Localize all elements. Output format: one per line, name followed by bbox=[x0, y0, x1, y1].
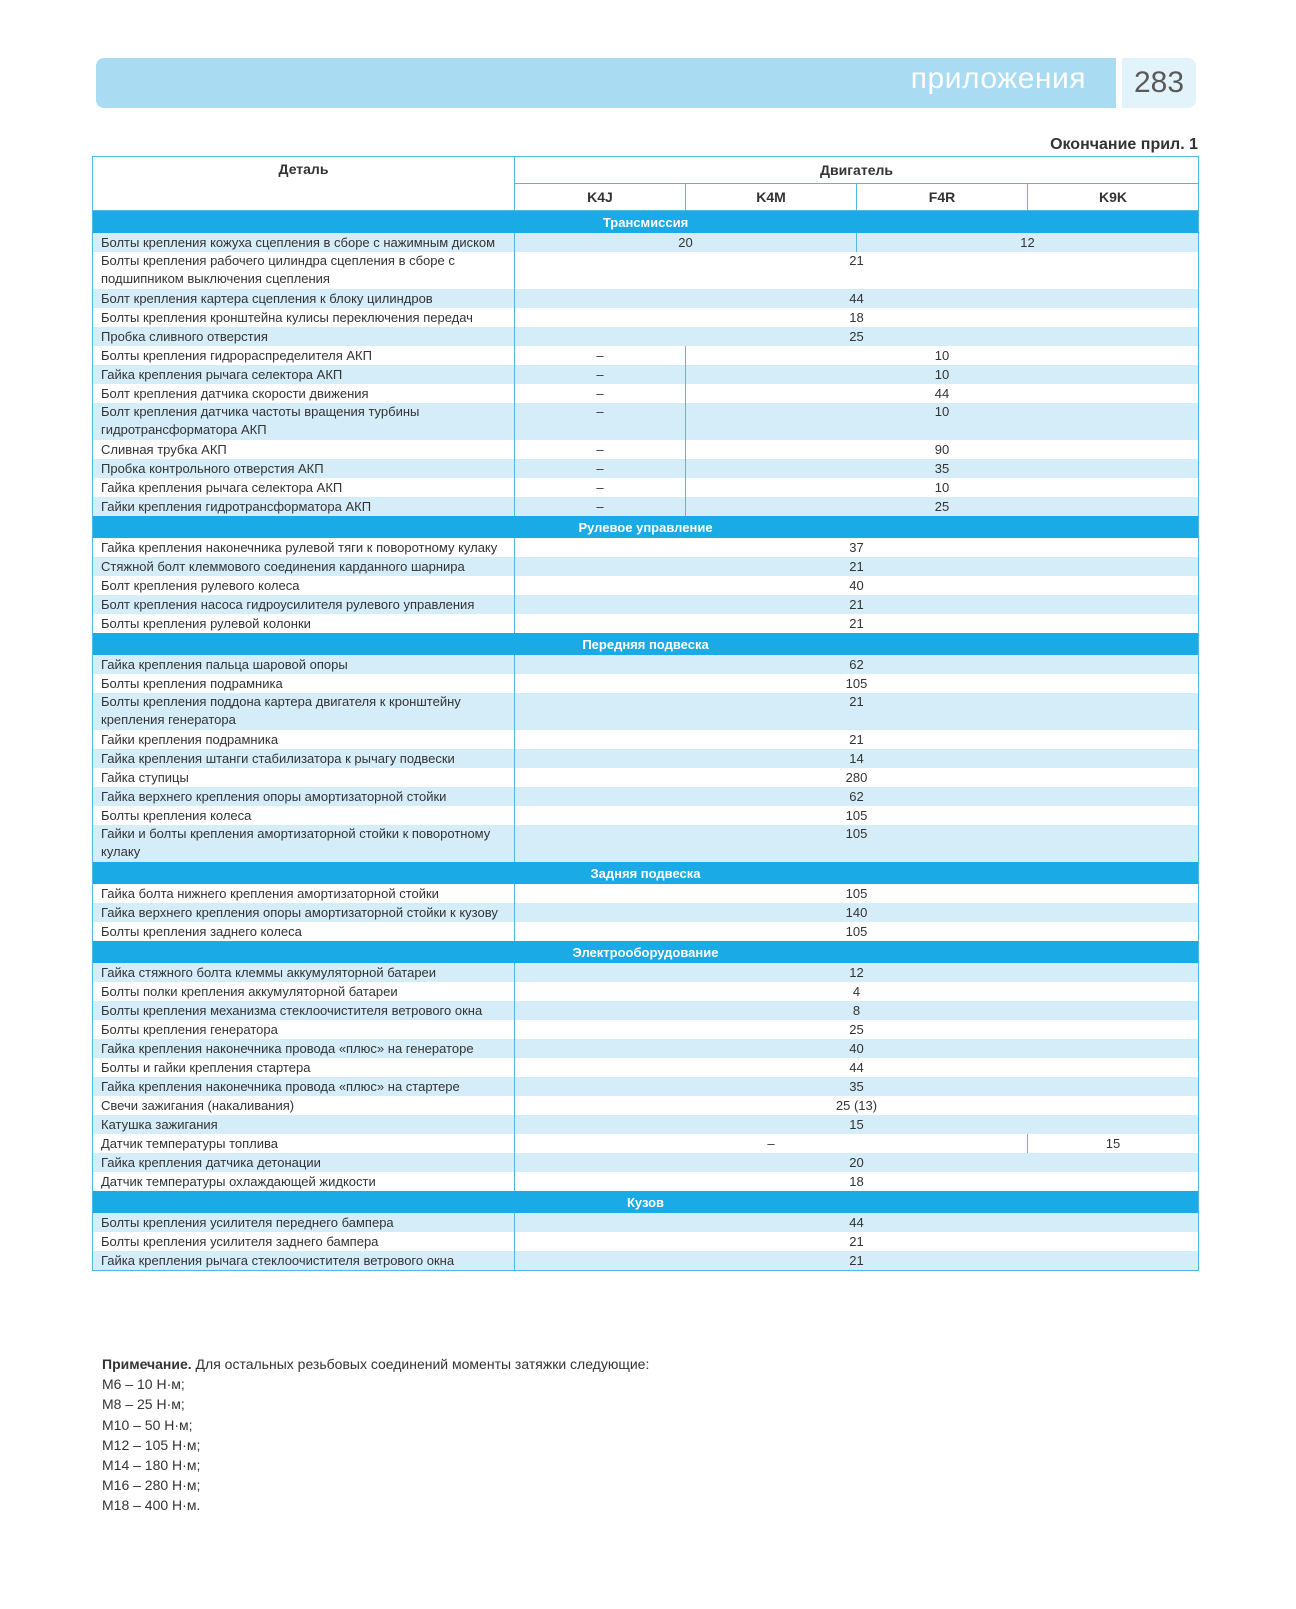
torque-value-cell: 105 bbox=[515, 674, 1199, 693]
torque-value-cell: 12 bbox=[857, 233, 1199, 252]
section-row bbox=[93, 211, 1199, 234]
torque-value-cell: – bbox=[515, 478, 686, 497]
column-header-engine-k9k: K9K bbox=[1028, 184, 1199, 211]
table-row bbox=[93, 252, 1199, 289]
part-name-cell: Гайка крепления штанги стабилизатора к рычагу подвески bbox=[93, 749, 515, 768]
table-row bbox=[93, 963, 1199, 982]
table-row bbox=[93, 674, 1199, 693]
table-row bbox=[93, 1172, 1199, 1191]
torque-value-cell: 25 (13) bbox=[515, 1096, 1199, 1115]
part-name-cell: Гайка крепления наконечника провода «плюс» на генераторе bbox=[93, 1039, 515, 1058]
table-row bbox=[93, 233, 1199, 252]
table-row bbox=[93, 289, 1199, 308]
section-title: Кузов bbox=[93, 1191, 1199, 1213]
table-row bbox=[93, 1001, 1199, 1020]
table-row bbox=[93, 884, 1199, 903]
table-body bbox=[93, 211, 1199, 1271]
torque-value-cell: 21 bbox=[515, 1251, 1199, 1271]
torque-value-cell: 62 bbox=[515, 787, 1199, 806]
note bbox=[102, 1354, 1102, 1516]
torque-value-cell: – bbox=[515, 346, 686, 365]
table-row bbox=[93, 1134, 1199, 1153]
torque-value-cell: – bbox=[515, 365, 686, 384]
table-row bbox=[93, 982, 1199, 1001]
table-row bbox=[93, 557, 1199, 576]
part-name-cell: Болты крепления рабочего цилиндра сцепления в сборе с подшипником выключения сцепления bbox=[93, 252, 515, 289]
torque-value-cell: – bbox=[515, 403, 686, 440]
table-row bbox=[93, 655, 1199, 674]
torque-value-cell: 25 bbox=[515, 1020, 1199, 1039]
torque-value-cell: 14 bbox=[515, 749, 1199, 768]
part-name-cell: Датчик температуры топлива bbox=[93, 1134, 515, 1153]
table-row bbox=[93, 749, 1199, 768]
table-row bbox=[93, 1115, 1199, 1134]
part-name-cell: Болт крепления картера сцепления к блоку цилиндров bbox=[93, 289, 515, 308]
torque-value-cell: 21 bbox=[515, 614, 1199, 633]
torque-value-cell: 105 bbox=[515, 806, 1199, 825]
torque-value-cell: 21 bbox=[515, 1232, 1199, 1251]
torque-value-cell: 18 bbox=[515, 308, 1199, 327]
torque-table bbox=[92, 156, 1199, 1271]
part-name-cell: Болты крепления подрамника bbox=[93, 674, 515, 693]
part-name-cell: Болт крепления рулевого колеса bbox=[93, 576, 515, 595]
section-row bbox=[93, 862, 1199, 884]
note-list bbox=[102, 1374, 1102, 1515]
part-name-cell: Болты крепления усилителя заднего бампера bbox=[93, 1232, 515, 1251]
note-intro bbox=[102, 1354, 1102, 1374]
torque-value-cell: – bbox=[515, 459, 686, 478]
section-title: Электрооборудование bbox=[93, 941, 1199, 963]
part-name-cell: Гайка крепления датчика детонации bbox=[93, 1153, 515, 1172]
section-row bbox=[93, 633, 1199, 655]
part-name-cell: Гайка верхнего крепления опоры амортизаторной стойки к кузову bbox=[93, 903, 515, 922]
section-row bbox=[93, 516, 1199, 538]
table-row bbox=[93, 440, 1199, 459]
torque-value-cell: 4 bbox=[515, 982, 1199, 1001]
torque-value-cell: 20 bbox=[515, 1153, 1199, 1172]
torque-value-cell: 90 bbox=[686, 440, 1199, 459]
note-item: М8 – 25 Н·м; bbox=[102, 1396, 185, 1413]
column-header-engine-f4r: F4R bbox=[857, 184, 1028, 211]
table-row bbox=[93, 459, 1199, 478]
table-row bbox=[93, 327, 1199, 346]
torque-value-cell: 21 bbox=[515, 252, 1199, 289]
torque-value-cell: 10 bbox=[686, 346, 1199, 365]
torque-value-cell: 21 bbox=[515, 730, 1199, 749]
section-title: приложения bbox=[910, 62, 1086, 95]
part-name-cell: Гайка стяжного болта клеммы аккумуляторной батареи bbox=[93, 963, 515, 982]
part-name-cell: Гайка крепления рычага стеклоочистителя ветрового окна bbox=[93, 1251, 515, 1271]
part-name-cell: Гайки крепления гидротрансформатора АКП bbox=[93, 497, 515, 516]
torque-value-cell: 20 bbox=[515, 233, 857, 252]
note-item: М16 – 280 Н·м; bbox=[102, 1477, 201, 1494]
torque-value-cell: 35 bbox=[515, 1077, 1199, 1096]
part-name-cell: Датчик температуры охлаждающей жидкости bbox=[93, 1172, 515, 1191]
note-item: М10 – 50 Н·м; bbox=[102, 1416, 193, 1433]
table-row bbox=[93, 1153, 1199, 1172]
section-title: Передняя подвеска bbox=[93, 633, 1199, 655]
table-row bbox=[93, 497, 1199, 516]
table-row bbox=[93, 1020, 1199, 1039]
table-row bbox=[93, 365, 1199, 384]
part-name-cell: Болт крепления насоса гидроусилителя рулевого управления bbox=[93, 595, 515, 614]
table-row bbox=[93, 308, 1199, 327]
part-name-cell: Болты крепления кожуха сцепления в сборе с нажимным диском bbox=[93, 233, 515, 252]
table-row bbox=[93, 478, 1199, 497]
torque-value-cell: 21 bbox=[515, 693, 1199, 730]
torque-value-cell: 21 bbox=[515, 557, 1199, 576]
table-row bbox=[93, 1232, 1199, 1251]
part-name-cell: Свечи зажигания (накаливания) bbox=[93, 1096, 515, 1115]
part-name-cell: Болты полки крепления аккумуляторной батареи bbox=[93, 982, 515, 1001]
table-row bbox=[93, 693, 1199, 730]
torque-value-cell: 10 bbox=[686, 365, 1199, 384]
torque-value-cell: 62 bbox=[515, 655, 1199, 674]
torque-value-cell: 44 bbox=[515, 289, 1199, 308]
column-header-engine-k4j: K4J bbox=[515, 184, 686, 211]
torque-value-cell: 44 bbox=[686, 384, 1199, 403]
torque-value-cell: 10 bbox=[686, 478, 1199, 497]
note-text: Для остальных резьбовых соединений моменты затяжки следующие: bbox=[191, 1356, 650, 1372]
torque-value-cell: 12 bbox=[515, 963, 1199, 982]
section-title: Трансмиссия bbox=[93, 211, 1199, 234]
torque-value-cell: 105 bbox=[515, 884, 1199, 903]
part-name-cell: Гайка верхнего крепления опоры амортизаторной стойки bbox=[93, 787, 515, 806]
section-title: Задняя подвеска bbox=[93, 862, 1199, 884]
torque-value-cell: – bbox=[515, 497, 686, 516]
part-name-cell: Болты крепления усилителя переднего бампера bbox=[93, 1213, 515, 1232]
torque-value-cell: 105 bbox=[515, 922, 1199, 941]
table-row bbox=[93, 595, 1199, 614]
part-name-cell: Пробка сливного отверстия bbox=[93, 327, 515, 346]
table-row bbox=[93, 346, 1199, 365]
table-row bbox=[93, 787, 1199, 806]
table-row bbox=[93, 1096, 1199, 1115]
header-band bbox=[96, 58, 1116, 108]
part-name-cell: Гайка крепления рычага селектора АКП bbox=[93, 478, 515, 497]
section-row bbox=[93, 1191, 1199, 1213]
note-item: М14 – 180 Н·м; bbox=[102, 1457, 201, 1474]
table-row bbox=[93, 1077, 1199, 1096]
torque-value-cell: 10 bbox=[686, 403, 1199, 440]
table-row bbox=[93, 403, 1199, 440]
torque-value-cell: 15 bbox=[1028, 1134, 1199, 1153]
part-name-cell: Болты крепления колеса bbox=[93, 806, 515, 825]
part-name-cell: Гайки крепления подрамника bbox=[93, 730, 515, 749]
part-name-cell: Гайки и болты крепления амортизаторной стойки к поворотному кулаку bbox=[93, 825, 515, 862]
table-row bbox=[93, 1213, 1199, 1232]
column-header-engine: Двигатель bbox=[515, 157, 1199, 184]
part-name-cell: Катушка зажигания bbox=[93, 1115, 515, 1134]
table-row bbox=[93, 922, 1199, 941]
part-name-cell: Болт крепления датчика частоты вращения турбины гидротрансформатора АКП bbox=[93, 403, 515, 440]
torque-value-cell: 37 bbox=[515, 538, 1199, 557]
torque-value-cell: 35 bbox=[686, 459, 1199, 478]
part-name-cell: Болты крепления кронштейна кулисы переключения передач bbox=[93, 308, 515, 327]
part-name-cell: Пробка контрольного отверстия АКП bbox=[93, 459, 515, 478]
torque-value-cell: 25 bbox=[686, 497, 1199, 516]
part-name-cell: Болты крепления рулевой колонки bbox=[93, 614, 515, 633]
part-name-cell: Сливная трубка АКП bbox=[93, 440, 515, 459]
torque-value-cell: 280 bbox=[515, 768, 1199, 787]
part-name-cell: Стяжной болт клеммового соединения карданного шарнира bbox=[93, 557, 515, 576]
table-row bbox=[93, 730, 1199, 749]
part-name-cell: Болт крепления датчика скорости движения bbox=[93, 384, 515, 403]
table-row bbox=[93, 538, 1199, 557]
part-name-cell: Болты крепления механизма стеклоочистителя ветрового окна bbox=[93, 1001, 515, 1020]
torque-value-cell: 40 bbox=[515, 1039, 1199, 1058]
column-header-engine-k4m: K4M bbox=[686, 184, 857, 211]
torque-value-cell: 40 bbox=[515, 576, 1199, 595]
table-row bbox=[93, 1251, 1199, 1271]
table-row bbox=[93, 806, 1199, 825]
section-title: Рулевое управление bbox=[93, 516, 1199, 538]
part-name-cell: Гайка крепления пальца шаровой опоры bbox=[93, 655, 515, 674]
note-item: М18 – 400 Н·м. bbox=[102, 1497, 201, 1514]
torque-value-cell: 8 bbox=[515, 1001, 1199, 1020]
table-row bbox=[93, 576, 1199, 595]
part-name-cell: Гайка крепления наконечника рулевой тяги к поворотному кулаку bbox=[93, 538, 515, 557]
page-number: 283 bbox=[1122, 58, 1196, 108]
part-name-cell: Болты крепления генератора bbox=[93, 1020, 515, 1039]
continuation-label: Окончание прил. 1 bbox=[1050, 136, 1198, 153]
column-header-part: Деталь bbox=[93, 157, 515, 211]
torque-value-cell: – bbox=[515, 384, 686, 403]
table-row bbox=[93, 825, 1199, 862]
part-name-cell: Болты крепления заднего колеса bbox=[93, 922, 515, 941]
torque-value-cell: 140 bbox=[515, 903, 1199, 922]
part-name-cell: Гайка крепления наконечника провода «плюс» на стартере bbox=[93, 1077, 515, 1096]
table-row bbox=[93, 384, 1199, 403]
table-row bbox=[93, 614, 1199, 633]
table-header bbox=[93, 157, 1199, 211]
table-row bbox=[93, 1039, 1199, 1058]
torque-value-cell: 105 bbox=[515, 825, 1199, 862]
torque-value-cell: – bbox=[515, 1134, 1028, 1153]
part-name-cell: Гайка болта нижнего крепления амортизаторной стойки bbox=[93, 884, 515, 903]
part-name-cell: Болты крепления гидрораспределителя АКП bbox=[93, 346, 515, 365]
part-name-cell: Болты и гайки крепления стартера bbox=[93, 1058, 515, 1077]
torque-value-cell: 18 bbox=[515, 1172, 1199, 1191]
page-header bbox=[96, 58, 1196, 108]
note-item: М12 – 105 Н·м; bbox=[102, 1436, 201, 1453]
note-item: М6 – 10 Н·м; bbox=[102, 1376, 185, 1393]
torque-value-cell: 44 bbox=[515, 1213, 1199, 1232]
part-name-cell: Болты крепления поддона картера двигателя к кронштейну крепления генератора bbox=[93, 693, 515, 730]
table-row bbox=[93, 903, 1199, 922]
table-row bbox=[93, 1058, 1199, 1077]
table-row bbox=[93, 768, 1199, 787]
section-row bbox=[93, 941, 1199, 963]
part-name-cell: Гайка крепления рычага селектора АКП bbox=[93, 365, 515, 384]
torque-value-cell: 44 bbox=[515, 1058, 1199, 1077]
torque-value-cell: 15 bbox=[515, 1115, 1199, 1134]
part-name-cell: Гайка ступицы bbox=[93, 768, 515, 787]
torque-value-cell: – bbox=[515, 440, 686, 459]
note-title: Примечание. bbox=[102, 1356, 192, 1372]
torque-value-cell: 21 bbox=[515, 595, 1199, 614]
torque-value-cell: 25 bbox=[515, 327, 1199, 346]
